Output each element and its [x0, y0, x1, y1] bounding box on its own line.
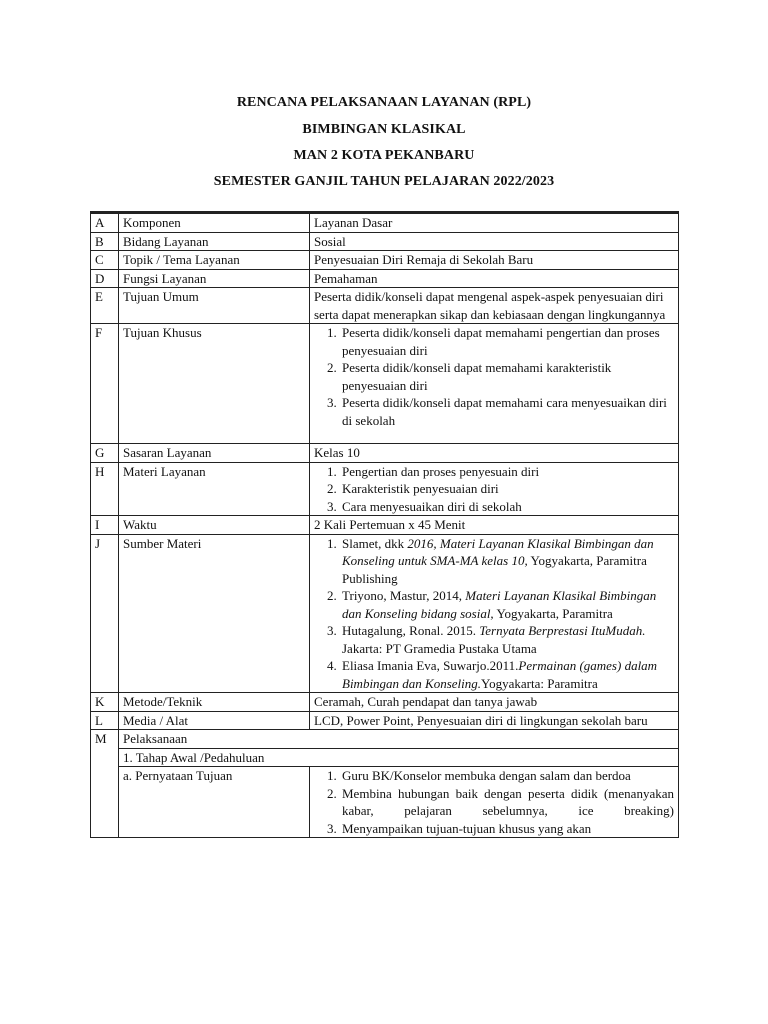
row-label: Topik / Tema Layanan [119, 251, 310, 270]
row-code: G [91, 444, 119, 463]
list-item: 1. Pengertian dan proses penyesuain diri [340, 463, 674, 481]
row-value [310, 462, 679, 516]
row-code: M [91, 730, 119, 838]
ref-publisher: Yogyakarta, Paramitra [493, 605, 613, 621]
ref-title: 2016, Materi Layanan Klasikal Bimbingan dan Konseling untuk SMA-MA kelas 10, [342, 535, 654, 568]
row-value: Ceramah, Curah pendapat dan tanya jawab [310, 693, 679, 712]
rpl-table [90, 211, 679, 838]
row-code: J [91, 534, 119, 693]
row-label: Sumber Materi [119, 534, 310, 693]
row-value: Kelas 10 [310, 444, 679, 463]
title-line-4: SEMESTER GANJIL TAHUN PELAJARAN 2022/2023 [213, 174, 555, 189]
row-code: K [91, 693, 119, 712]
row-tujuan-umum [91, 288, 679, 324]
title-line-1: RENCANA PELAKSANAAN LAYANAN (RPL) [236, 95, 532, 110]
row-label: Waktu [119, 516, 310, 535]
list-item: 2. Membina hubungan baik dengan peserta didik (menanyakan kabar, pelajaran sebelumnya, ice breaking) [340, 785, 674, 820]
ref-publisher: Yogyakarta, Paramitra Publishing [342, 553, 647, 586]
row-label: Tujuan Umum [119, 288, 310, 324]
row-sumber-materi [91, 534, 679, 693]
row-code: A [91, 213, 119, 233]
row-label: Materi Layanan [119, 462, 310, 516]
row-label: Sasaran Layanan [119, 444, 310, 463]
pelaksanaan-list [314, 767, 674, 837]
row-fungsi-layanan [91, 269, 679, 288]
row-value: Penyesuaian Diri Remaja di Sekolah Baru [310, 251, 679, 270]
tujuan-khusus-list [314, 324, 674, 429]
row-pelaksanaan [91, 730, 679, 749]
list-item: 2. Karakteristik penyesuaian diri [340, 480, 674, 498]
ref-author: Eliasa Imania Eva, Suwarjo.2011. [342, 658, 519, 673]
row-code: I [91, 516, 119, 535]
title-line-3: MAN 2 KOTA PEKANBARU [293, 148, 475, 163]
list-item [340, 622, 674, 657]
row-value: Pemahaman [310, 269, 679, 288]
row-value [310, 767, 679, 838]
row-label: Media / Alat [119, 711, 310, 730]
list-item: 1. Peserta didik/konseli dapat memahami pengertian dan proses penyesuaian diri [340, 324, 674, 359]
list-item: 3. Peserta didik/konseli dapat memahami cara menyesuaikan diri di sekolah [340, 394, 674, 429]
row-tahap-awal [91, 748, 679, 767]
sub-label: a. Pernyataan Tujuan [119, 767, 310, 838]
ref-publisher: Yogyakarta: Paramitra [481, 675, 598, 691]
row-bidang-layanan [91, 232, 679, 251]
row-label: Tujuan Khusus [119, 324, 310, 444]
row-code: B [91, 232, 119, 251]
stage-label: 1. Tahap Awal /Pedahuluan [119, 748, 679, 767]
ref-title: Materi Layanan Klasikal Bimbingan dan Konseling bidang sosial, [342, 588, 657, 621]
sumber-list [314, 535, 674, 693]
row-materi-layanan [91, 462, 679, 516]
row-label: Fungsi Layanan [119, 269, 310, 288]
list-item: 3. Cara menyesuaikan diri di sekolah [340, 498, 674, 516]
list-item: 3. Menyampaikan tujuan-tujuan khusus yang akan [340, 820, 674, 838]
row-label: Pelaksanaan [119, 730, 679, 749]
row-komponen [91, 213, 679, 233]
row-value: Layanan Dasar [310, 213, 679, 233]
list-item [340, 657, 674, 692]
row-value [310, 324, 679, 444]
row-pernyataan-tujuan [91, 767, 679, 838]
ref-title: Permainan (games) dalam Bimbingan dan Konseling. [342, 658, 658, 691]
row-code: D [91, 269, 119, 288]
row-code: E [91, 288, 119, 324]
row-value: 2 Kali Pertemuan x 45 Menit [310, 516, 679, 535]
row-metode-teknik [91, 693, 679, 712]
row-value: Sosial [310, 232, 679, 251]
ref-author: Slamet, dkk [342, 535, 408, 551]
list-item: 1. Guru BK/Konselor membuka dengan salam dan berdoa [340, 767, 674, 785]
ref-title: Ternyata Berprestasi ItuMudah. [479, 623, 646, 638]
row-waktu [91, 516, 679, 535]
list-item: 2. Peserta didik/konseli dapat memahami karakteristik penyesuaian diri [340, 359, 674, 394]
materi-list [314, 463, 674, 516]
row-value: Peserta didik/konseli dapat mengenal aspek-aspek penyesuaian diri serta dapat menerapkan sikap dan kebiasaan dengan lingkungannya [310, 288, 679, 324]
ref-author: Triyono, Mastur, 2014, [342, 588, 466, 603]
row-tujuan-khusus [91, 324, 679, 444]
title-line-2: BIMBINGAN KLASIKAL [302, 122, 466, 137]
list-item [340, 535, 674, 588]
row-code: H [91, 462, 119, 516]
ref-publisher: Jakarta: PT Gramedia Pustaka Utama [342, 640, 537, 656]
row-label: Metode/Teknik [119, 693, 310, 712]
row-topik [91, 251, 679, 270]
row-label: Bidang Layanan [119, 232, 310, 251]
row-sasaran-layanan [91, 444, 679, 463]
row-code: L [91, 711, 119, 730]
row-value: LCD, Power Point, Penyesuaian diri di lingkungan sekolah baru [310, 711, 679, 730]
row-code: F [91, 324, 119, 444]
list-item [340, 587, 674, 622]
row-label: Komponen [119, 213, 310, 233]
ref-author: Hutagalung, Ronal. 2015. [342, 623, 480, 638]
row-media-alat [91, 711, 679, 730]
row-code: C [91, 251, 119, 270]
row-value [310, 534, 679, 693]
